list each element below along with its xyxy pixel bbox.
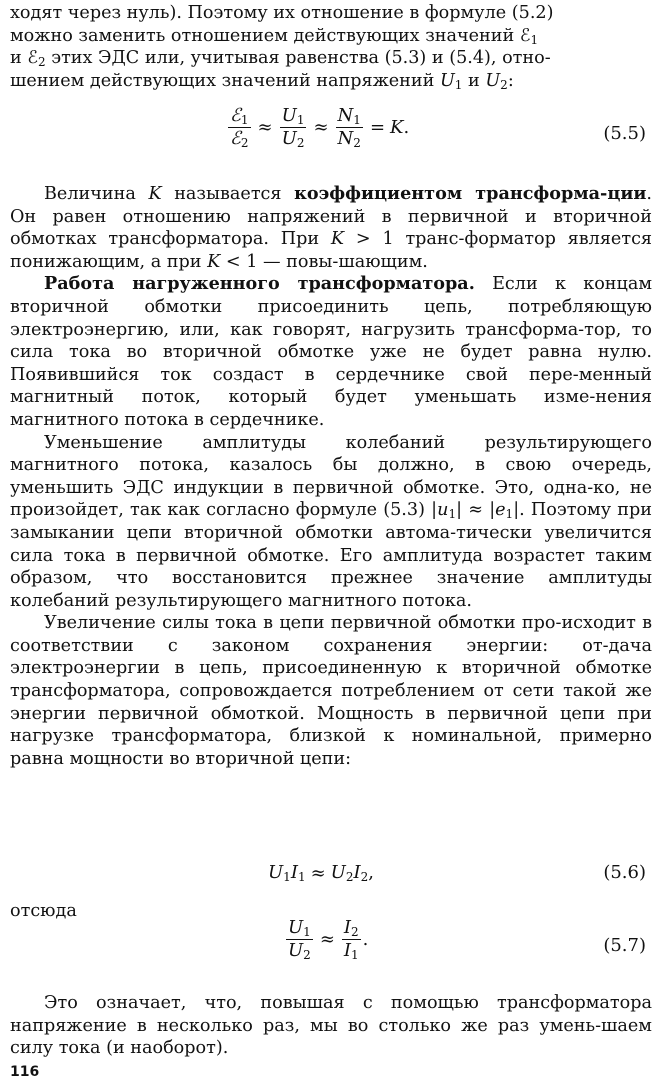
equation-number-5-5: (5.5): [603, 123, 646, 144]
emf-symbol: ℰ: [519, 25, 531, 46]
paragraph-coefficient: Величина K называется коэффициентом трансформа-ции. Он равен отношению напряжений в первичной и вторичной обмотках трансформатора. При K > 1 транс-форматор является понижающим, а при K < 1 — повы-шающим. Работа нагруженного трансформатора. Если к концам вторичной обмотки присоединить цепь, потребляющую электроэнергию, или, как говорят, нагрузить трансформа-тор, то сила тока во вторичной обмотке уже не будет равна нулю. Появившийся ток создаст в сердечнике свой пере-менный магнитный поток, который будет уменьшать изме-нения магнитного потока в сердечнике. Уменьшение амплитуды колебаний результирующего магнитного потока, казалось бы должно, в свою очередь, уменьшить ЭДС индукции в первичной обмотке. Это, одна-ко, не произойдет, так как согласно формуле (5.3) $|u_1| \approx |e_1|$. Поэтому при замыкании цепи вторичной обмотки автома-тически увеличится сила тока в первичной обмотке. Его амплитуда возрастет таким образом, что восстановится прежнее значение амплитуды колебаний результирующего магнитного потока. Увеличение силы тока в цепи первичной обмотки про-исходит в соответствии с законом сохранения энергии: от-дача электроэнергии в цепь, присоединенную к вторичной обмотке трансформатора, сопровождается потреблением от сети такой же энергии первичной обмоткой. Мощность в первичной цепи при нагрузке трансформатора, близкой к номинальной, примерно равна мощности во вторичной цепи:: [10, 183, 653, 769]
equation-number-5-7: (5.7): [603, 935, 646, 956]
formula-5-5: $\frac{ℰ_1}{ℰ_2}$ ≈ $\frac{U_1}{U_2}$ ≈ $\frac{N_1}{N_2}$ = K. (5.5): [230, 105, 646, 150]
equation-number-5-6: (5.6): [603, 862, 646, 883]
paragraph-intro: [10, 2, 652, 92]
intro-line-1: ходят через нуль). Поэтому их отношение в формуле (5.2): [10, 3, 554, 23]
intro-line-2: можно заменить отношением действующих значений ℰ$_1$: [10, 25, 539, 47]
formula-5-6: $U_1I_1 \approx U_2I_2$, (5.6): [268, 862, 646, 884]
paragraph-loaded-transformer: Работа нагруженного трансформатора. Если к концам вторичной обмотки присоединить цепь, потребляющую электроэнергию, или, как говорят, нагрузить трансформа-тор, то сила тока во вторичной обмотке уже не будет равна нулю. Появившийся ток создаст в сердечнике свой пере-менный магнитный поток, который будет уменьшать изме-нения магнитного потока в сердечнике.: [10, 273, 653, 430]
paragraph-hence: отсюда: [10, 901, 77, 921]
intro-line-3: и ℰ$_2$ этих ЭДС или, учитывая равенства (5.3) и (5.4), отно-: [10, 48, 551, 70]
formula-5-7: $\frac{U_1}{U_2}$ ≈ $\frac{I_2}{I_1}$ . (5.7): [288, 917, 646, 962]
paragraph-amplitude: Уменьшение амплитуды колебаний результирующего магнитного потока, казалось бы должно, в свою очередь, уменьшить ЭДС индукции в первичной обмотке. Это, одна-ко, не произойдет, так как согласно формуле (5.3) $|u_1| \approx |e_1|$. Поэтому при замыкании цепи вторичной обмотки автома-тически увеличится сила тока в первичной обмотке. Его амплитуда возрастет таким образом, что восстановится прежнее значение амплитуды колебаний результирующего магнитного потока.: [10, 432, 652, 611]
intro-line-4: шением действующих значений напряжений $U_1$ и $U_2$:: [10, 70, 514, 92]
page-number: 116: [10, 1064, 40, 1080]
paragraph-conclusion: Это означает, что, повышая с помощью трансформатора напряжение в несколько раз, мы во столько же раз умень-шаем силу тока (и наоборот).: [10, 993, 652, 1059]
paragraph-energy: Увеличение силы тока в цепи первичной обмотки про-исходит в соответствии с законом сохранения энергии: от-дача электроэнергии в цепь, присоединенную к вторичной обмотке трансформатора, сопровождается потреблением от сети такой же энергии первичной обмоткой. Мощность в первичной цепи при нагрузке трансформатора, близкой к номинальной, примерно равна мощности во вторичной цепи:: [10, 613, 652, 769]
